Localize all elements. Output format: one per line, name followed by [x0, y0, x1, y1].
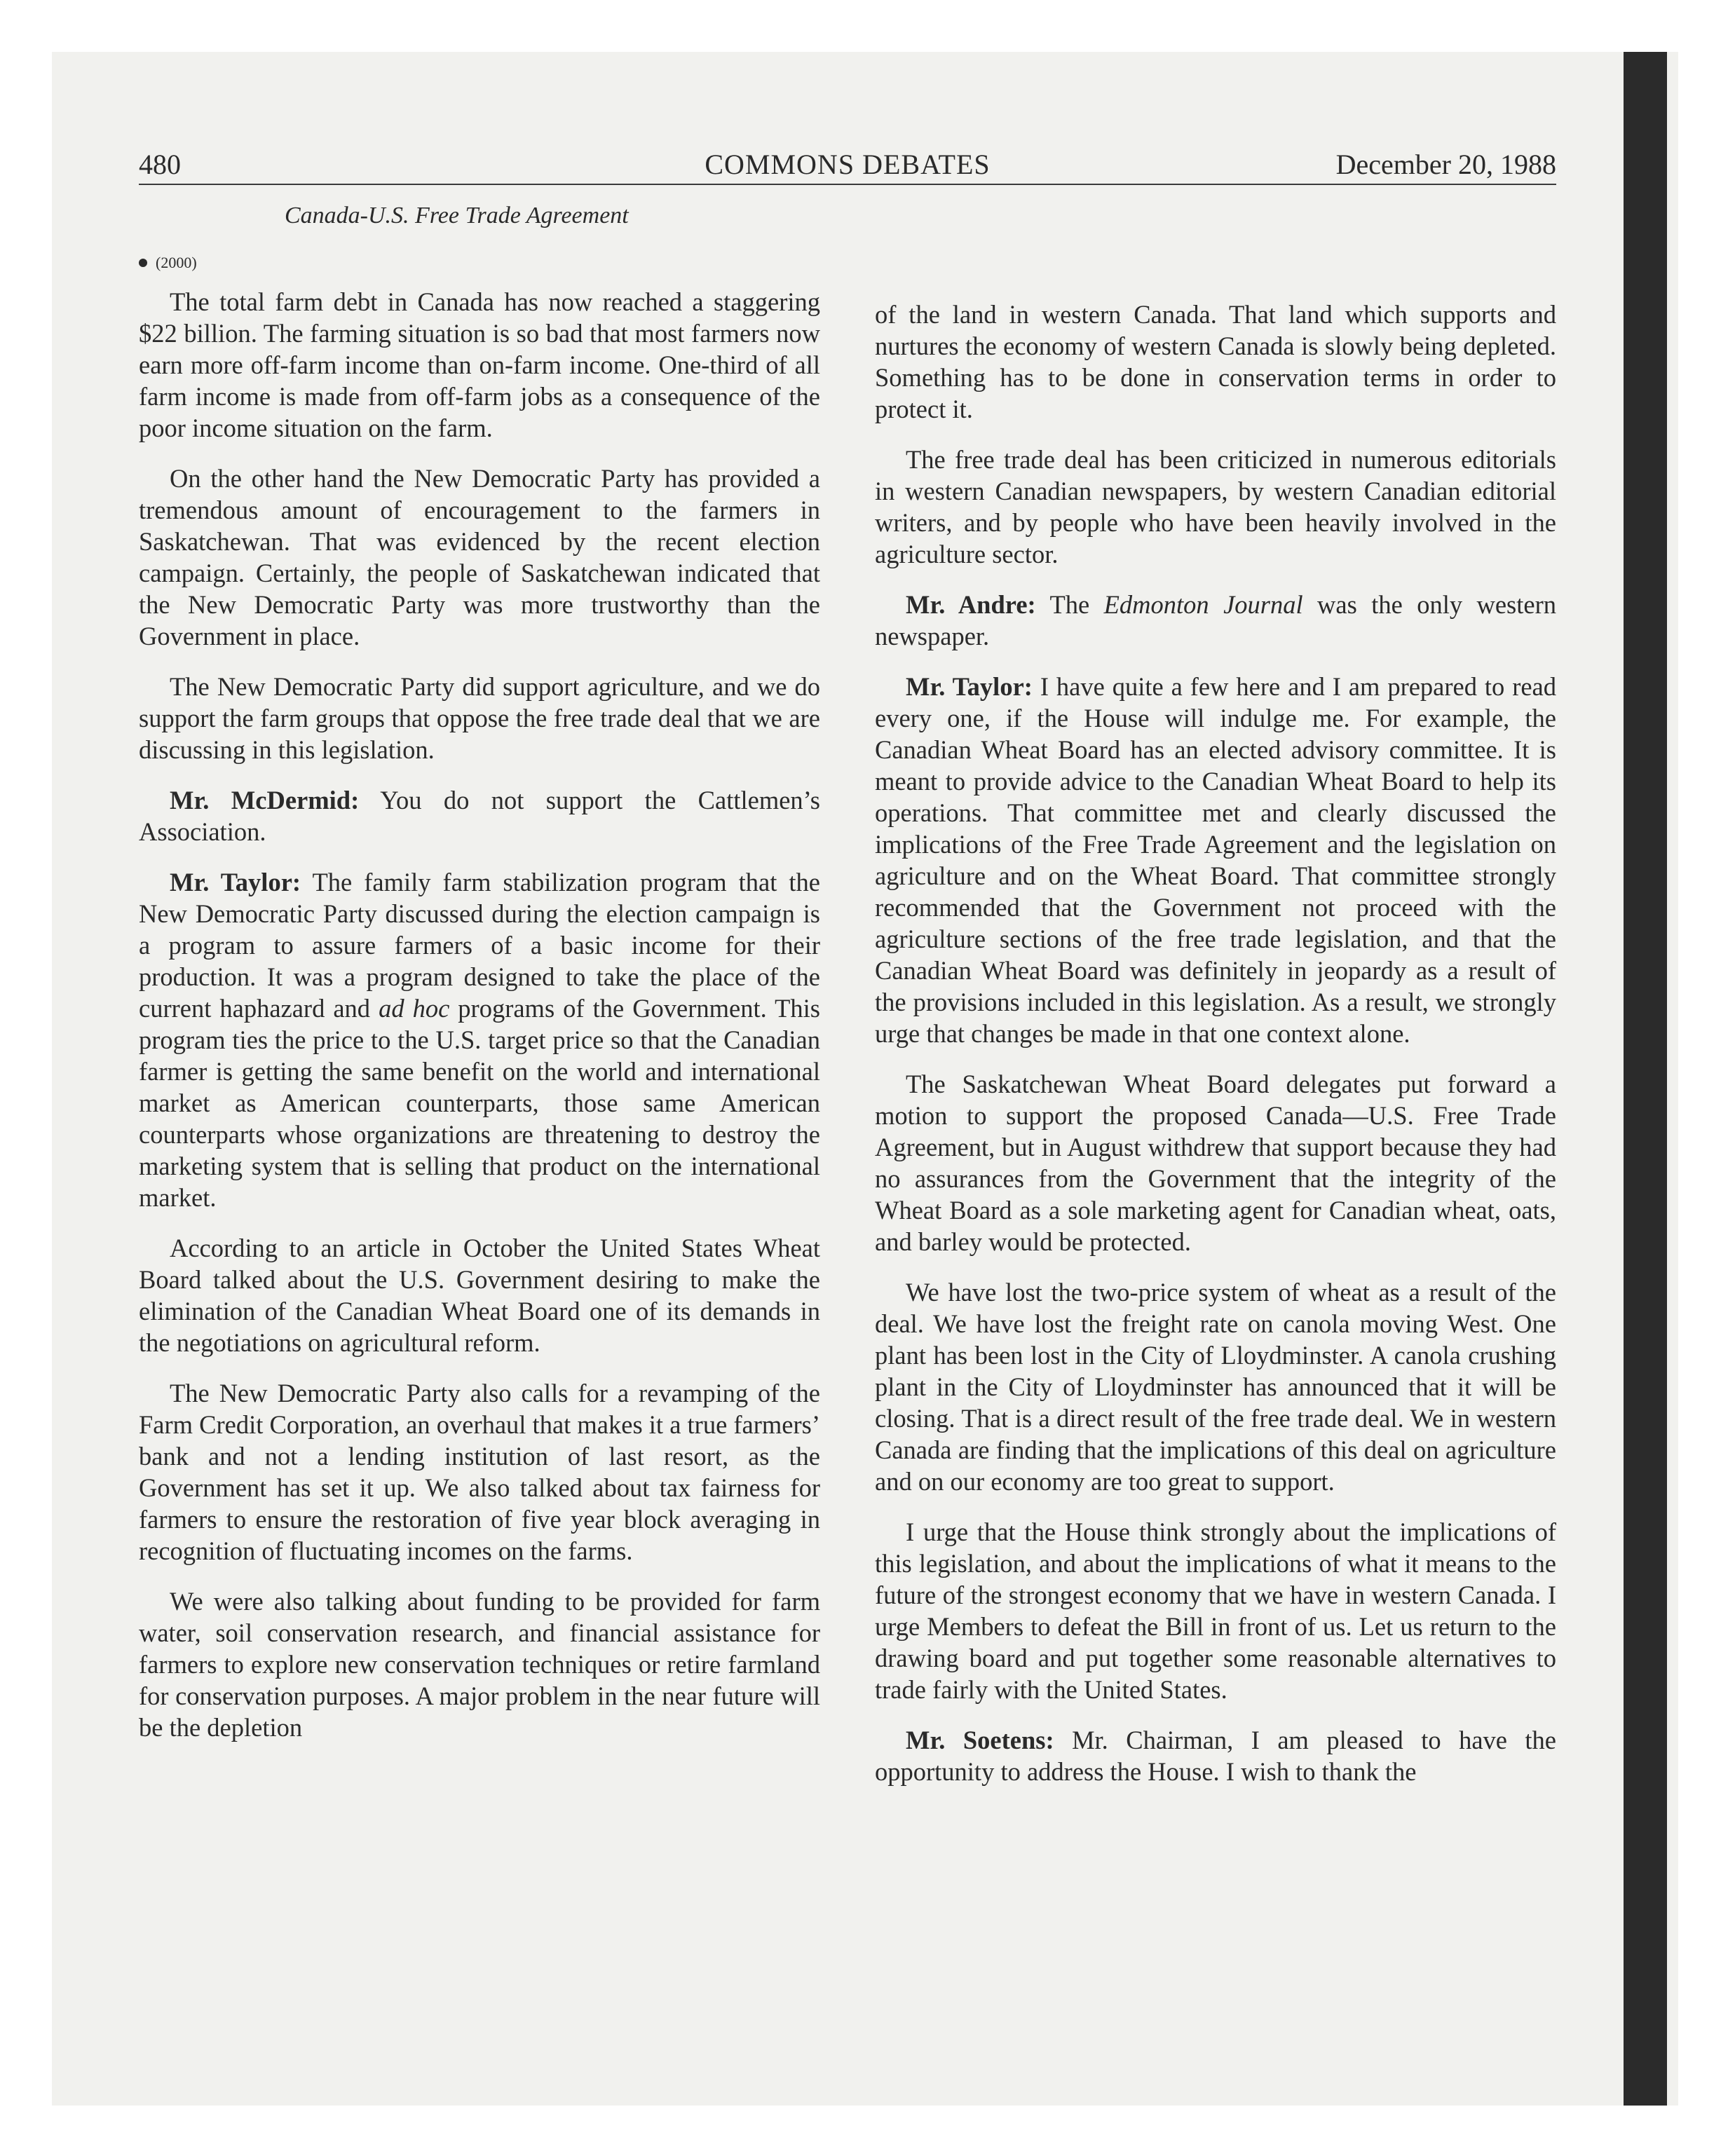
page-content — [139, 146, 1557, 1786]
timestamp: (2000) — [156, 254, 197, 271]
speech-paragraph — [139, 784, 820, 847]
speaker-name: Mr. Taylor: — [170, 868, 301, 896]
speech-text: You do not support the Cattlemen’s Association. — [139, 786, 821, 846]
bullet-icon — [139, 259, 147, 267]
header-date: December 20, 1988 — [1335, 149, 1556, 180]
speaker-name: Mr. McDermid: — [170, 786, 360, 814]
speech-paragraph — [139, 866, 820, 1213]
speech-paragraph — [875, 1724, 1556, 1787]
speaker-name: Mr. Andre: — [906, 590, 1036, 619]
timestamp-marker — [139, 252, 820, 273]
page-number: 480 — [139, 149, 181, 180]
running-header — [139, 146, 1556, 185]
speech-text: The family farm stabilization program that the New Democratic Party discussed during the election campaign is a program to assure farmers of a basic income for their production. It was a program designed to take the place of the current haphazard and — [139, 868, 820, 1023]
paragraph: I urge that the House think strongly about the implications of this legislation, and about the implications of what it means to the future of the strongest economy that we have in western Canada. I urge Members to defeat the Bill in front of us. Let us return to the drawing board and put together some reasonable alternatives to trade fairly with the United States. — [875, 1517, 1556, 1704]
right-column — [875, 299, 1556, 1806]
publication-title: COMMONS DEBATES — [705, 149, 991, 180]
paragraph: The New Democratic Party did support agriculture, and we do support the farm groups that oppose the free trade deal that we are discussing in this legislation. — [139, 672, 820, 764]
paragraph: We were also talking about funding to be provided for farm water, soil conservation research, and financial assistance for farmers to explore new conservation techniques or retire farmland for conservation purposes. A major problem in the near future will be the depletion — [139, 1587, 820, 1742]
paragraph: The total farm debt in Canada has now reached a staggering $22 billion. The farming situation is so bad that most farmers now earn more off-farm income than on-farm income. One-third of all farm income is made from off-farm jobs as a consequence of the poor income situation on the farm. — [139, 287, 820, 442]
speech-text: I have quite a few here and I am prepared to read every one, if the House will indulge me. For example, the Canadian Wheat Board has an elected advisory committee. It is meant to provide advice to the Canadian Wheat Board to help its operations. That committee met and clearly discussed the implications of the Free Trade Agreement and the legislation on agriculture and on the Wheat Board. That committee strongly recommended that the Government not proceed with the agriculture sections of the free trade legislation, and that the Canadian Wheat Board was definitely in jeopardy as a result of the provisions included in this legislation. As a result, we strongly urge that changes be made in that one context alone. — [875, 672, 1557, 1048]
newspaper-name: Edmonton Journal — [1103, 590, 1303, 619]
paragraph: On the other hand the New Democratic Party has provided a tremendous amount of encouragement to the farmers in Saskatchewan. That was evidenced by the recent election campaign. Certainly, the people of Saskatchewan indicated that the New Democratic Party was more trustworthy than the Government in place. — [139, 464, 820, 650]
paragraph: According to an article in October the United States Wheat Board talked about the U.S. Government desiring to make the elimination of the Canadian Wheat Board one of its demands in the negotiations on agricultural reform. — [139, 1234, 820, 1357]
paragraph-continued: of the land in western Canada. That land which supports and nurtures the economy of western Canada is slowly being depleted. Something has to be done in conservation terms in order to protect it. — [875, 300, 1556, 423]
speaker-name: Mr. Taylor: — [906, 672, 1033, 701]
speech-paragraph — [875, 589, 1556, 652]
paragraph: The free trade deal has been criticized in numerous editorials in western Canadian newspapers, by western Canadian editorial writers, and by people who have been heavily involved in the agriculture sector. — [875, 445, 1556, 568]
speaker-name: Mr. Soetens: — [906, 1726, 1054, 1754]
speech-text: programs of the Government. This program ties the price to the U.S. target price so that the Canadian farmer is getting the same benefit on the world and international market as American counterparts, those same American counterparts whose organizations are threatening to destroy the marketing system that is selling that product on the international market. — [139, 994, 821, 1212]
speech-text: was the only western newspaper. — [875, 590, 1557, 650]
speech-paragraph — [875, 671, 1556, 1049]
scan-edge-bar — [1624, 52, 1667, 2106]
paragraph: The Saskatchewan Wheat Board delegates put forward a motion to support the proposed Canada—U.S. Free Trade Agreement, but in August withdrew that support because they had no assurances from the Government that the integrity of the Wheat Board as a sole marketing agent for Canadian wheat, oats, and barley would be protected. — [875, 1070, 1556, 1256]
paragraph: We have lost the two-price system of wheat as a result of the deal. We have lost the freight rate on canola moving West. One plant has been lost in the City of Lloydminster. A canola crushing plant in the City of Lloydminster has announced that it will be closing. That is a direct result of the free trade deal. We in western Canada are finding that the implications of this deal on agriculture and on our economy are too great to support. — [875, 1278, 1556, 1496]
italic-term: ad hoc — [379, 994, 450, 1023]
left-column — [139, 250, 820, 1762]
speech-text: The — [1049, 590, 1090, 619]
paragraph: The New Democratic Party also calls for a revamping of the Farm Credit Corporation, an overhaul that makes it a true farmers’ bank and not a lending institution of last resort, as the Government has set it up. We also talked about tax fairness for farmers to ensure the restoration of five year block averaging in recognition of fluctuating incomes on the farms. — [139, 1379, 821, 1565]
section-title: Canada-U.S. Free Trade Agreement — [285, 203, 629, 228]
speech-text: Mr. Chairman, I am pleased to have the opportunity to address the House. I wish to thank the — [875, 1726, 1556, 1786]
